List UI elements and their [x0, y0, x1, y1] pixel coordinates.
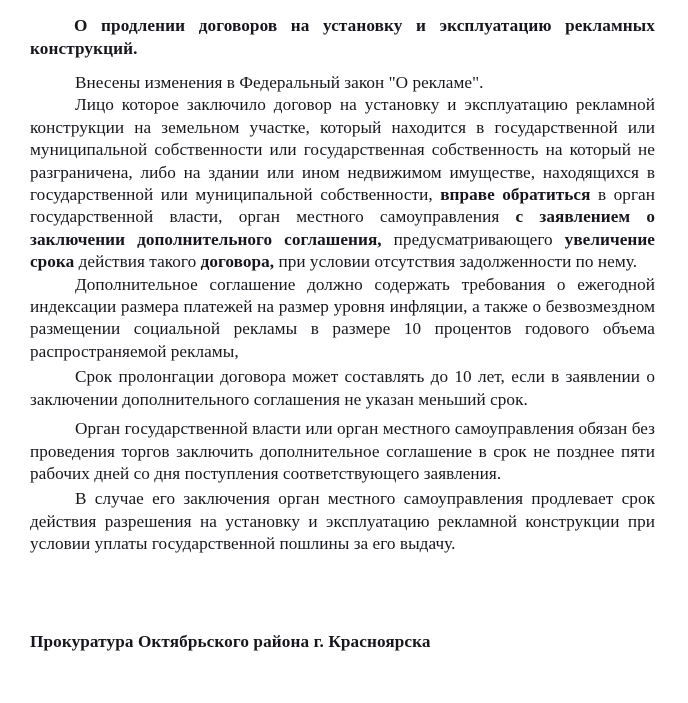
body-text: при условии отсутствия задолженности по нему. [274, 252, 638, 272]
body-text: Срок пролонгации договора может составлять до 10 лет, если в заявлении о заключении дополнительного соглашения не указан меньший срок. [30, 367, 655, 409]
signature-line: Прокуратура Октябрьского района г. Красноярска [30, 632, 431, 651]
body-text: действия такого [74, 252, 201, 272]
body-text: В случае его заключения орган местного самоуправления продлевает срок действия разрешения на установку и эксплуатацию рекламной конструкции при условии уплаты государственной пошлины за его выдачу. [30, 489, 655, 554]
document-title: О продлении договоров на установку и эксплуатацию рекламных конструкций. [30, 16, 655, 58]
paragraph-gap [30, 411, 655, 418]
body-text: Лицо которое заключило договор на установку и эксплуатацию рекламной конструкции на земельном участке, который находится в государственной или муниципальной собственности или государственная собственность на который не разграничена, либо на здании или ином недвижимом имуществе, находящихся в государственной или муниципальной собственности, [30, 95, 655, 205]
paragraph-agreement-requirements [30, 274, 655, 364]
body-text: Орган государственной власти или орган местного самоуправления обязан без проведения торгов заключить дополнительное соглашение в срок не позднее пяти рабочих дней со дня поступления соответствующего заявления. [30, 419, 655, 483]
title-spacer [30, 60, 655, 72]
paragraph-prolongation-term [30, 366, 655, 411]
body-text: предусматривающего [381, 229, 565, 249]
emphasized-text: с заявлением о заключении дополнительного соглашения, [30, 207, 655, 249]
body-text: Дополнительное соглашение должно содержать требования о ежегодной индексации размера платежей на размер уровня инфляции, а также о безвозмездном размещении социальной рекламы в размере 10 процентов годового объема распространяемой рекламы, [30, 274, 655, 361]
paragraph-main-rights [30, 94, 655, 273]
emphasized-text: увеличение срока [30, 229, 655, 272]
body-text: в орган государственной власти, орган местного самоуправления [30, 185, 655, 227]
paragraph-intro [30, 72, 655, 94]
emphasized-text: вправе обратиться [440, 185, 591, 205]
paragraph-authority-obligation [30, 418, 655, 485]
body-text: Внесены изменения в Федеральный закон "О рекламе". [75, 73, 484, 92]
paragraph-permit-extension [30, 488, 655, 555]
emphasized-text: договора, [200, 252, 275, 272]
